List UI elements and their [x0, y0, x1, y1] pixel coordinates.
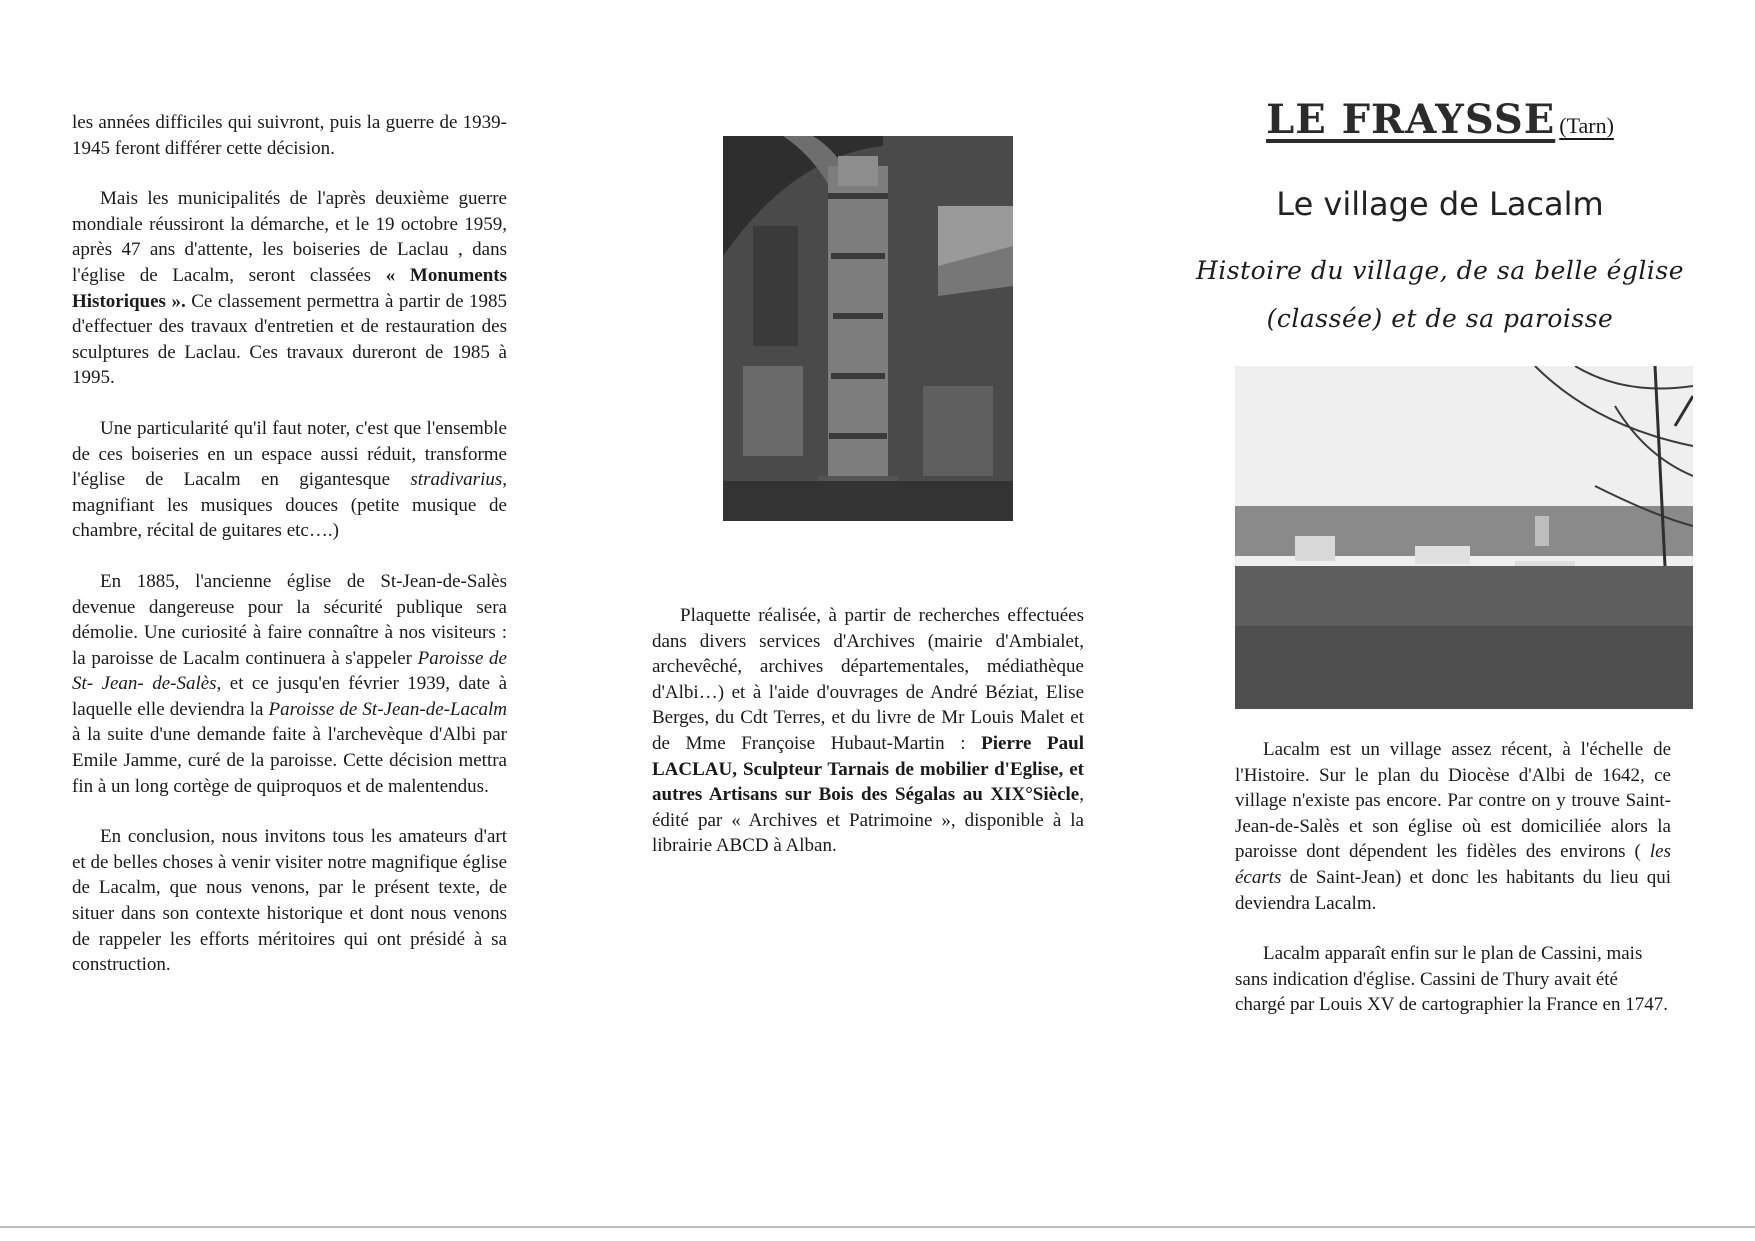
text-span: magnifiant les musiques douces (petite musique de chambre, récital de guitares etc….): [72, 494, 507, 542]
village-landscape-photo: [1235, 366, 1693, 709]
text-span: En 1885, l'ancienne église de St-Jean-de-Salès devenue dangereuse pour la sécurité publique sera démolie. Une curiosité à faire connaître à nos visiteurs : la paroisse de Lacalm continuera à s'appeler: [72, 570, 507, 669]
text-span: Ce classement permettra à partir de 1985 d'effectuer des travaux d'entretien et de restauration des sculptures de Laclau. Ces travaux dureront de 1985 à 1995.: [72, 290, 508, 389]
book-title-bold: Pierre Paul LACLAU, Sculpteur Tarnais de mobilier d'Eglise, et autres Artisans sur Bois des Ségalas au XIX°Siècle: [652, 732, 1084, 806]
page-title: LE FRAYSSE: [1266, 96, 1556, 143]
paragraph-old-church: [72, 569, 507, 799]
left-column: [72, 110, 507, 1003]
tagline-line-1: Histoire du village, de sa belle église: [1195, 256, 1685, 285]
church-interior-photo: [723, 136, 1013, 521]
middle-column: [652, 603, 1084, 884]
parish-name-italic: Paroisse de St- Jean- de-Salès,: [72, 647, 507, 695]
text-span: de Saint-Jean) et donc les habitants du lieu qui deviendra Lacalm.: [1235, 866, 1671, 914]
text-span: et ce jusqu'en février 1939, date à laquelle elle deviendra la: [72, 673, 507, 720]
page-subtitle: Le village de Lacalm: [1276, 185, 1604, 223]
title-suffix: (Tarn): [1559, 113, 1614, 138]
text-span: Mais les municipalités de l'après deuxième guerre mondiale réussiront la démarche, et le 19 octobre 1959, après 47 ans d'attente, les boiseries de Laclau , dans l'église de Lacalm, seront classées: [72, 188, 507, 286]
paragraph-history: [1235, 737, 1671, 916]
tagline-line-2: (classée) et de sa paroisse: [1266, 304, 1614, 333]
bottom-divider: [0, 1226, 1755, 1228]
paragraph-credits: [652, 603, 1084, 859]
stradivarius-italic: stradivarius,: [410, 469, 507, 491]
paragraph-cassini: Lacalm apparaît enfin sur le plan de Cassini, mais sans indication d'église. Cassini de Thury avait été chargé par Louis XV de cartographier la France en 1747.: [1235, 943, 1668, 1016]
cover-title-block: [1180, 96, 1700, 343]
monuments-historiques-emphasis: « Monuments Historiques ».: [72, 264, 507, 312]
title-line: [1180, 96, 1700, 143]
right-column: [1235, 737, 1671, 1043]
paragraph-intro: les années difficiles qui suivront, puis la guerre de 1939-1945 feront différer cette décision.: [72, 112, 507, 159]
les-ecarts-italic: les écarts: [1235, 841, 1671, 888]
text-span: Une particularité qu'il faut noter, c'est que l'ensemble de ces boiseries en un espace aussi réduit, transforme l'église de Lacalm en gigantesque: [72, 417, 507, 491]
paragraph-classification: [72, 186, 507, 391]
paragraph-stradivarius: [72, 416, 507, 544]
tagline: [1180, 247, 1700, 343]
paragraph-conclusion: En conclusion, nous invitons tous les amateurs d'art et de belles choses à venir visiter notre magnifique église de Lacalm, que nous venons, par le présent texte, de situer dans son contexte historique et dont nous venons de rappeler les efforts méritoires qui ont présidé à sa construction.: [72, 826, 507, 976]
text-span: , édité par « Archives et Patrimoine », disponible à la librairie ABCD à Alban.: [652, 784, 1084, 857]
text-span: Lacalm est un village assez récent, à l'échelle de l'Histoire. Sur le plan du Diocèse d'Albi de 1642, ce village n'existe pas encore. Par contre on y trouve Saint-Jean-de-Salès et son église où est domiciliée alors la paroisse dont dépendent les fidèles des environs (: [1235, 739, 1671, 863]
parish-name-italic: Paroisse de St-Jean-de-Lacalm: [268, 698, 507, 720]
text-span: Plaquette réalisée, à partir de recherches effectuées dans divers services d'Archives (mairie d'Ambialet, archevêché, archives départementales, médiathèque d'Albi…) et à l'aide d'ouvrages de André Béziat, Elise Berges, du Cdt Terres, et du livre de Mr Louis Malet et de Mme Françoise Hubaut-Martin :: [652, 605, 1084, 754]
text-span: à la suite d'une demande faite à l'archevèque d'Albi par Emile Jamme, curé de la paroisse. Cette décision mettra fin à un long cortège de quiproquos et de malentendus.: [72, 724, 507, 797]
